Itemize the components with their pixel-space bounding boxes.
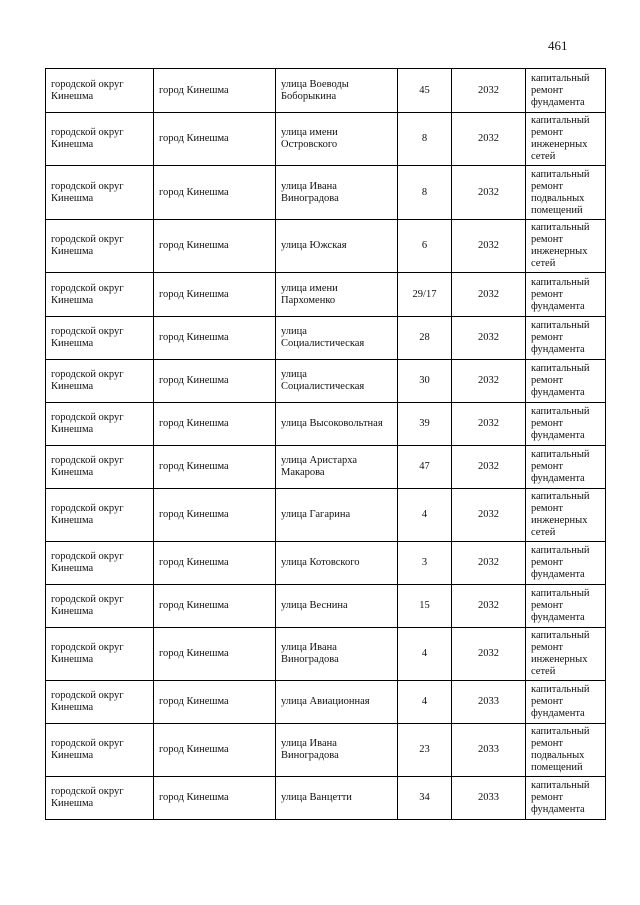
cell-district: городской округ Кинешма bbox=[46, 113, 154, 166]
cell-work-type: капитальный ремонт фундамента bbox=[526, 681, 606, 724]
cell-work-type: капитальный ремонт инженерных сетей bbox=[526, 489, 606, 542]
cell-street: улица Воеводы Боборыкина bbox=[276, 69, 398, 113]
cell-street: улица Авиационная bbox=[276, 681, 398, 724]
cell-year: 2032 bbox=[452, 317, 526, 360]
cell-house-number: 47 bbox=[398, 446, 452, 489]
table-row bbox=[46, 166, 606, 220]
cell-district: городской округ Кинешма bbox=[46, 681, 154, 724]
cell-work-type: капитальный ремонт инженерных сетей bbox=[526, 220, 606, 273]
cell-work-type: капитальный ремонт фундамента bbox=[526, 69, 606, 113]
cell-district: городской округ Кинешма bbox=[46, 542, 154, 585]
table-row bbox=[46, 273, 606, 317]
cell-district: городской округ Кинешма bbox=[46, 777, 154, 820]
cell-district: городской округ Кинешма bbox=[46, 446, 154, 489]
cell-city: город Кинешма bbox=[154, 403, 276, 446]
cell-year: 2032 bbox=[452, 585, 526, 628]
cell-district: городской округ Кинешма bbox=[46, 317, 154, 360]
cell-work-type: капитальный ремонт фундамента bbox=[526, 317, 606, 360]
cell-work-type: капитальный ремонт фундамента bbox=[526, 446, 606, 489]
cell-street: улица Южская bbox=[276, 220, 398, 273]
table-row bbox=[46, 69, 606, 113]
cell-work-type: капитальный ремонт фундамента bbox=[526, 542, 606, 585]
cell-year: 2032 bbox=[452, 542, 526, 585]
cell-house-number: 30 bbox=[398, 360, 452, 403]
cell-year: 2033 bbox=[452, 777, 526, 820]
table-row bbox=[46, 220, 606, 273]
table-row bbox=[46, 446, 606, 489]
table-row bbox=[46, 113, 606, 166]
table-row bbox=[46, 360, 606, 403]
cell-district: городской округ Кинешма bbox=[46, 628, 154, 681]
cell-work-type: капитальный ремонт фундамента bbox=[526, 585, 606, 628]
cell-house-number: 34 bbox=[398, 777, 452, 820]
cell-street: улица Аристарха Макарова bbox=[276, 446, 398, 489]
cell-district: городской округ Кинешма bbox=[46, 273, 154, 317]
cell-work-type: капитальный ремонт фундамента bbox=[526, 273, 606, 317]
cell-work-type: капитальный ремонт фундамента bbox=[526, 360, 606, 403]
page-number: 461 bbox=[548, 38, 568, 53]
cell-work-type: капитальный ремонт инженерных сетей bbox=[526, 113, 606, 166]
cell-year: 2032 bbox=[452, 69, 526, 113]
cell-city: город Кинешма bbox=[154, 69, 276, 113]
table-row bbox=[46, 724, 606, 777]
cell-street: улица Котовского bbox=[276, 542, 398, 585]
cell-house-number: 23 bbox=[398, 724, 452, 777]
cell-house-number: 4 bbox=[398, 628, 452, 681]
cell-year: 2032 bbox=[452, 360, 526, 403]
cell-street: улица имени Пархоменко bbox=[276, 273, 398, 317]
cell-street: улица Ивана Виноградова bbox=[276, 724, 398, 777]
cell-year: 2033 bbox=[452, 724, 526, 777]
cell-year: 2032 bbox=[452, 446, 526, 489]
cell-city: город Кинешма bbox=[154, 489, 276, 542]
cell-house-number: 6 bbox=[398, 220, 452, 273]
table-row bbox=[46, 628, 606, 681]
cell-city: город Кинешма bbox=[154, 777, 276, 820]
cell-house-number: 8 bbox=[398, 113, 452, 166]
cell-year: 2032 bbox=[452, 220, 526, 273]
cell-work-type: капитальный ремонт фундамента bbox=[526, 403, 606, 446]
cell-work-type: капитальный ремонт инженерных сетей bbox=[526, 628, 606, 681]
cell-work-type: капитальный ремонт подвальных помещений bbox=[526, 166, 606, 220]
cell-city: город Кинешма bbox=[154, 628, 276, 681]
cell-city: город Кинешма bbox=[154, 724, 276, 777]
cell-district: городской округ Кинешма bbox=[46, 220, 154, 273]
cell-house-number: 29/17 bbox=[398, 273, 452, 317]
cell-district: городской округ Кинешма bbox=[46, 403, 154, 446]
cell-street: улица Ивана Виноградова bbox=[276, 166, 398, 220]
cell-year: 2032 bbox=[452, 489, 526, 542]
cell-street: улица Веснина bbox=[276, 585, 398, 628]
cell-district: городской округ Кинешма bbox=[46, 69, 154, 113]
cell-work-type: капитальный ремонт подвальных помещений bbox=[526, 724, 606, 777]
cell-city: город Кинешма bbox=[154, 166, 276, 220]
table-row bbox=[46, 489, 606, 542]
cell-district: городской округ Кинешма bbox=[46, 360, 154, 403]
cell-year: 2032 bbox=[452, 403, 526, 446]
cell-house-number: 28 bbox=[398, 317, 452, 360]
cell-city: город Кинешма bbox=[154, 317, 276, 360]
cell-district: городской округ Кинешма bbox=[46, 166, 154, 220]
cell-year: 2032 bbox=[452, 166, 526, 220]
cell-city: город Кинешма bbox=[154, 681, 276, 724]
cell-city: город Кинешма bbox=[154, 220, 276, 273]
cell-house-number: 3 bbox=[398, 542, 452, 585]
cell-street: улица Высоковольтная bbox=[276, 403, 398, 446]
cell-year: 2032 bbox=[452, 113, 526, 166]
cell-house-number: 15 bbox=[398, 585, 452, 628]
cell-city: город Кинешма bbox=[154, 585, 276, 628]
cell-city: город Кинешма bbox=[154, 273, 276, 317]
cell-year: 2033 bbox=[452, 681, 526, 724]
table-row bbox=[46, 403, 606, 446]
cell-year: 2032 bbox=[452, 273, 526, 317]
table-body bbox=[46, 69, 606, 820]
table-row bbox=[46, 585, 606, 628]
cell-street: улица Гагарина bbox=[276, 489, 398, 542]
table-row bbox=[46, 681, 606, 724]
cell-city: город Кинешма bbox=[154, 113, 276, 166]
cell-house-number: 4 bbox=[398, 489, 452, 542]
cell-house-number: 39 bbox=[398, 403, 452, 446]
cell-house-number: 4 bbox=[398, 681, 452, 724]
table-row bbox=[46, 542, 606, 585]
cell-house-number: 45 bbox=[398, 69, 452, 113]
cell-city: город Кинешма bbox=[154, 542, 276, 585]
cell-street: улица Ивана Виноградова bbox=[276, 628, 398, 681]
cell-street: улица Социалистическая bbox=[276, 317, 398, 360]
cell-work-type: капитальный ремонт фундамента bbox=[526, 777, 606, 820]
table-row bbox=[46, 777, 606, 820]
cell-city: город Кинешма bbox=[154, 446, 276, 489]
cell-city: город Кинешма bbox=[154, 360, 276, 403]
cell-district: городской округ Кинешма bbox=[46, 585, 154, 628]
cell-street: улица Ванцетти bbox=[276, 777, 398, 820]
cell-district: городской округ Кинешма bbox=[46, 489, 154, 542]
cell-street: улица Социалистическая bbox=[276, 360, 398, 403]
cell-district: городской округ Кинешма bbox=[46, 724, 154, 777]
table-row bbox=[46, 317, 606, 360]
cell-street: улица имени Островского bbox=[276, 113, 398, 166]
cell-house-number: 8 bbox=[398, 166, 452, 220]
repair-schedule-table bbox=[45, 68, 606, 820]
cell-year: 2032 bbox=[452, 628, 526, 681]
